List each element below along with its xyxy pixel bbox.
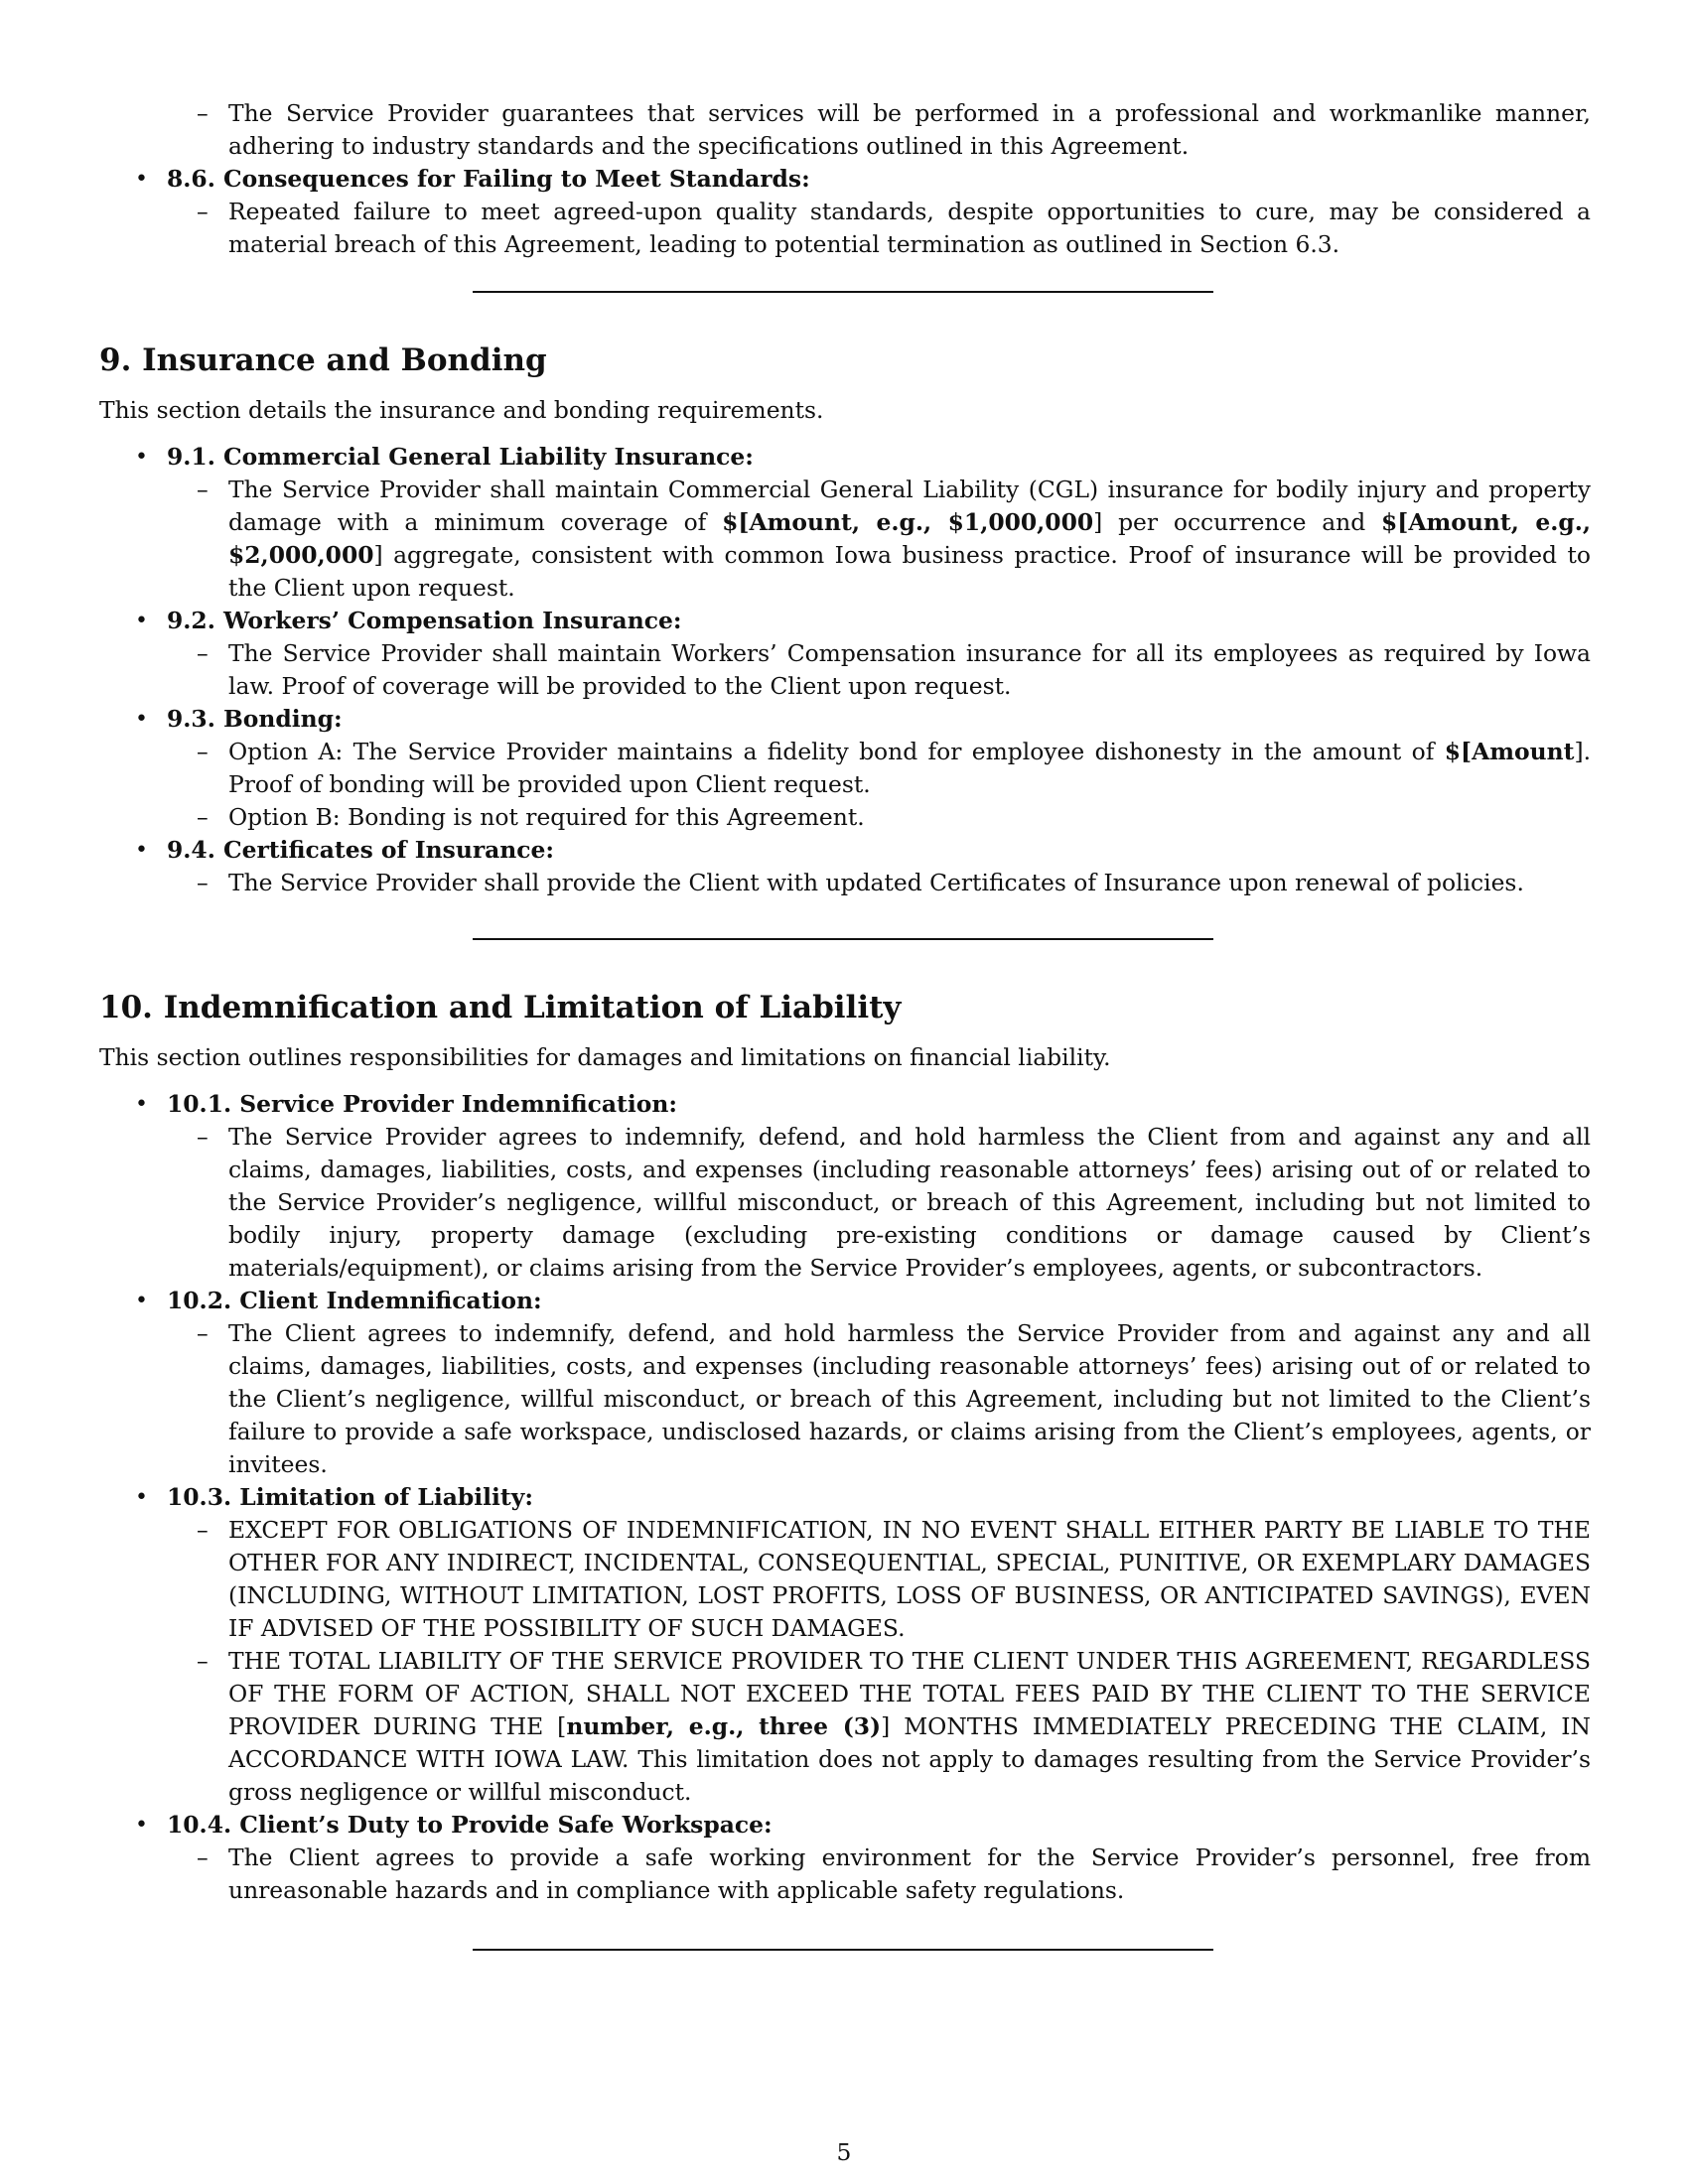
list-item-8-6	[99, 163, 1591, 261]
list-8	[99, 163, 1591, 261]
section-intro-9: This section details the insurance and bonding requirements.	[99, 396, 824, 424]
item-label: 9.4. Certificates of Insurance:	[167, 836, 555, 864]
item-label: 9.1. Commercial General Liability Insurance:	[167, 443, 754, 471]
list-9	[99, 441, 1591, 899]
list-item-9-2	[99, 605, 1591, 703]
list-item-9-1	[99, 441, 1591, 605]
section-intro-10: This section outlines responsibilities for damages and limitations on financial liability.	[99, 1043, 1111, 1071]
continuation-subitem: – The Service Provider guarantees that services will be performed in a professional and workmanlike manner, adhering to industry standards and the specifications outlined in this Agreement.	[167, 97, 1591, 163]
continuation-sublist	[167, 97, 1591, 163]
item-label: 10.3. Limitation of Liability:	[167, 1483, 533, 1511]
section-heading-10: 10. Indemnification and Limitation of Liability	[99, 990, 902, 1025]
subitem: – The Service Provider shall maintain Workers’ Compensation insurance for all its employees as required by Iowa law. Proof of coverage will be provided to the Client upon request.	[167, 637, 1591, 703]
list-item-10-4	[99, 1809, 1591, 1907]
sublist	[167, 1842, 1591, 1907]
subitem: – Option A: The Service Provider maintains a fidelity bond for employee dishonesty in the amount of $[Amount]. Proof of bonding will be provided upon Client request.	[167, 736, 1591, 801]
sublist	[167, 736, 1591, 834]
subitem: – The Service Provider agrees to indemnify, defend, and hold harmless the Client from and against any and all claims, damages, liabilities, costs, and expenses (including reasonable attorneys’ fees) arising out of or related to the Service Provider’s negligence, willful misconduct, or breach of this Agreement, including but not limited to bodily injury, property damage (excluding pre-existing conditions or damage caused by Client’s materials/equipment), or claims arising from the Service Provider’s employees, agents, or subcontractors.	[167, 1121, 1591, 1285]
section-divider	[473, 938, 1213, 940]
section-divider	[473, 291, 1213, 293]
list-10	[99, 1088, 1591, 1907]
subitem: – The Service Provider shall maintain Commercial General Liability (CGL) insurance for bodily injury and property damage with a minimum coverage of $[Amount, e.g., $1,000,000] per occurrence and $[Amount, e.g., $2,000,000] aggregate, consistent with common Iowa business practice. Proof of insurance will be provided to the Client upon request.	[167, 474, 1591, 605]
item-label: 9.3. Bonding:	[167, 705, 343, 733]
subitem: – THE TOTAL LIABILITY OF THE SERVICE PROVIDER TO THE CLIENT UNDER THIS AGREEMENT, REGARDLESS OF THE FORM OF ACTION, SHALL NOT EXCEED THE TOTAL FEES PAID BY THE CLIENT TO THE SERVICE PROVIDER DURING THE [number, e.g., three (3)] MONTHS IMMEDIATELY PRECEDING THE CLAIM, IN ACCORDANCE WITH IOWA LAW. This limitation does not apply to damages resulting from the Service Provider’s gross negligence or willful misconduct.	[167, 1645, 1591, 1809]
list-item-9-4	[99, 834, 1591, 899]
subitem: – EXCEPT FOR OBLIGATIONS OF INDEMNIFICATION, IN NO EVENT SHALL EITHER PARTY BE LIABLE TO THE OTHER FOR ANY INDIRECT, INCIDENTAL, CONSEQUENTIAL, SPECIAL, PUNITIVE, OR EXEMPLARY DAMAGES (INCLUDING, WITHOUT LIMITATION, LOST PROFITS, LOSS OF BUSINESS, OR ANTICIPATED SAVINGS), EVEN IF ADVISED OF THE POSSIBILITY OF SUCH DAMAGES.	[167, 1514, 1591, 1645]
list-item-9-3	[99, 703, 1591, 834]
subitem: – Repeated failure to meet agreed-upon quality standards, despite opportunities to cure, may be considered a material breach of this Agreement, leading to potential termination as outlined in Section 6.3.	[167, 196, 1591, 261]
sublist	[167, 637, 1591, 703]
item-label: 9.2. Workers’ Compensation Insurance:	[167, 607, 682, 634]
section-divider	[473, 1949, 1213, 1951]
list-item-10-1	[99, 1088, 1591, 1285]
subitem: – The Service Provider shall provide the Client with updated Certificates of Insurance upon renewal of policies.	[167, 867, 1591, 899]
sublist	[167, 1121, 1591, 1285]
item-label: 10.4. Client’s Duty to Provide Safe Workspace:	[167, 1811, 773, 1839]
sublist	[167, 1514, 1591, 1809]
item-label: 10.2. Client Indemnification:	[167, 1287, 542, 1314]
list-item-10-3	[99, 1481, 1591, 1809]
sublist	[167, 474, 1591, 605]
sublist	[167, 196, 1591, 261]
subitem: – The Client agrees to provide a safe working environment for the Service Provider’s personnel, free from unreasonable hazards and in compliance with applicable safety regulations.	[167, 1842, 1591, 1907]
page-number: 5	[836, 2138, 852, 2166]
subitem: – Option B: Bonding is not required for this Agreement.	[167, 801, 1591, 834]
sublist	[167, 867, 1591, 899]
list-item-10-2	[99, 1285, 1591, 1481]
item-label: 10.1. Service Provider Indemnification:	[167, 1090, 677, 1118]
section-heading-9: 9. Insurance and Bonding	[99, 342, 547, 378]
document-page	[99, 97, 1591, 1951]
item-label: 8.6. Consequences for Failing to Meet Standards:	[167, 165, 810, 193]
sublist	[167, 1317, 1591, 1481]
subitem: – The Client agrees to indemnify, defend, and hold harmless the Service Provider from and against any and all claims, damages, liabilities, costs, and expenses (including reasonable attorneys’ fees) arising out of or related to the Client’s negligence, willful misconduct, or breach of this Agreement, including but not limited to the Client’s failure to provide a safe workspace, undisclosed hazards, or claims arising from the Client’s employees, agents, or invitees.	[167, 1317, 1591, 1481]
